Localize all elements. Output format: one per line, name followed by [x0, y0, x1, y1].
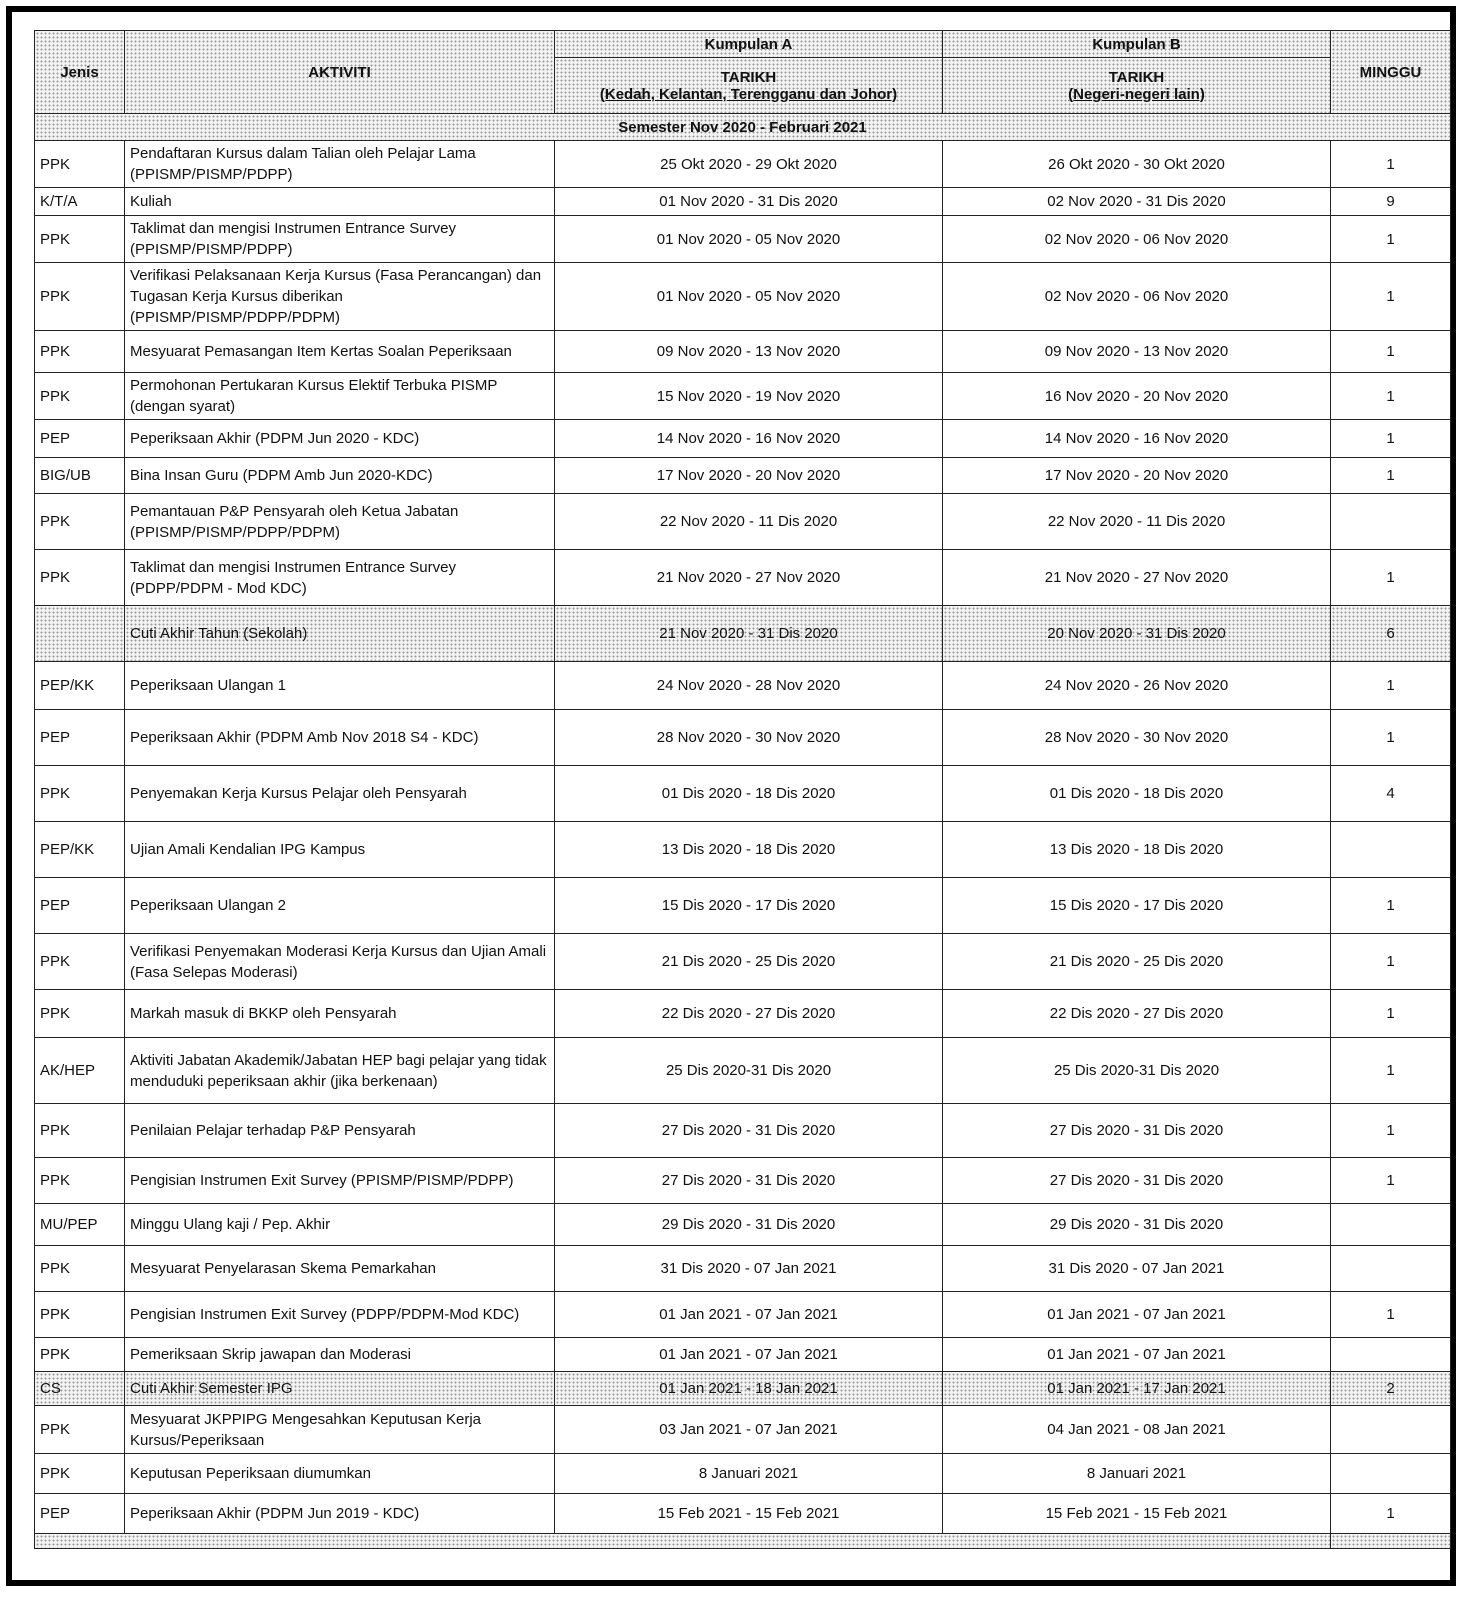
schedule-row — [35, 331, 1451, 373]
row-minggu: 1 — [1331, 710, 1451, 766]
row-tarikh-b: 14 Nov 2020 - 16 Nov 2020 — [943, 420, 1331, 458]
row-aktiviti: Penyemakan Kerja Kursus Pelajar oleh Pensyarah — [125, 766, 555, 822]
schedule-row — [35, 216, 1451, 263]
row-minggu — [1331, 822, 1451, 878]
row-tarikh-a: 21 Dis 2020 - 25 Dis 2020 — [555, 934, 943, 990]
row-tarikh-a: 15 Dis 2020 - 17 Dis 2020 — [555, 878, 943, 934]
footer-bar — [35, 1534, 1331, 1549]
row-tarikh-a: 24 Nov 2020 - 28 Nov 2020 — [555, 662, 943, 710]
row-aktiviti: Pemantauan P&P Pensyarah oleh Ketua Jabatan (PPISMP/PISMP/PDPP/PDPM) — [125, 494, 555, 550]
row-aktiviti: Mesyuarat Pemasangan Item Kertas Soalan Peperiksaan — [125, 331, 555, 373]
row-tarikh-a: 27 Dis 2020 - 31 Dis 2020 — [555, 1104, 943, 1158]
schedule-row — [35, 1104, 1451, 1158]
row-tarikh-a: 27 Dis 2020 - 31 Dis 2020 — [555, 1158, 943, 1204]
row-tarikh-b: 01 Jan 2021 - 07 Jan 2021 — [943, 1338, 1331, 1372]
schedule-row — [35, 990, 1451, 1038]
row-aktiviti: Peperiksaan Akhir (PDPM Jun 2019 - KDC) — [125, 1494, 555, 1534]
holiday-row — [35, 1372, 1451, 1406]
header-group-a-date — [555, 58, 943, 114]
row-minggu: 1 — [1331, 458, 1451, 494]
row-tarikh-b: 27 Dis 2020 - 31 Dis 2020 — [943, 1158, 1331, 1204]
row-minggu — [1331, 1204, 1451, 1246]
row-jenis: PEP — [35, 878, 125, 934]
semester-title: Semester Nov 2020 - Februari 2021 — [35, 114, 1451, 141]
row-tarikh-a: 31 Dis 2020 - 07 Jan 2021 — [555, 1246, 943, 1292]
schedule-row — [35, 550, 1451, 606]
row-tarikh-a: 28 Nov 2020 - 30 Nov 2020 — [555, 710, 943, 766]
row-minggu: 1 — [1331, 373, 1451, 420]
row-jenis: PPK — [35, 1246, 125, 1292]
schedule-row — [35, 878, 1451, 934]
row-tarikh-a: 03 Jan 2021 - 07 Jan 2021 — [555, 1406, 943, 1454]
row-tarikh-a: 01 Jan 2021 - 18 Jan 2021 — [555, 1372, 943, 1406]
header-tarikh-a: TARIKH — [720, 68, 777, 86]
header-group-a-states: (Kedah, Kelantan, Terengganu dan Johor) — [599, 85, 898, 103]
row-aktiviti: Pengisian Instrumen Exit Survey (PDPP/PDPM-Mod KDC) — [125, 1292, 555, 1338]
row-tarikh-a: 01 Nov 2020 - 31 Dis 2020 — [555, 188, 943, 216]
schedule-row — [35, 822, 1451, 878]
row-minggu: 4 — [1331, 766, 1451, 822]
row-minggu: 1 — [1331, 550, 1451, 606]
row-tarikh-b: 20 Nov 2020 - 31 Dis 2020 — [943, 606, 1331, 662]
schedule-row — [35, 141, 1451, 188]
header-group-b: Kumpulan B — [943, 31, 1331, 58]
row-tarikh-b: 21 Nov 2020 - 27 Nov 2020 — [943, 550, 1331, 606]
row-aktiviti: Pemeriksaan Skrip jawapan dan Moderasi — [125, 1338, 555, 1372]
row-minggu: 9 — [1331, 188, 1451, 216]
row-tarikh-b: 04 Jan 2021 - 08 Jan 2021 — [943, 1406, 1331, 1454]
row-jenis: PPK — [35, 216, 125, 263]
row-tarikh-a: 13 Dis 2020 - 18 Dis 2020 — [555, 822, 943, 878]
row-jenis: PPK — [35, 1338, 125, 1372]
schedule-row — [35, 662, 1451, 710]
schedule-row — [35, 188, 1451, 216]
row-aktiviti: Peperiksaan Akhir (PDPM Jun 2020 - KDC) — [125, 420, 555, 458]
row-tarikh-b: 15 Feb 2021 - 15 Feb 2021 — [943, 1494, 1331, 1534]
row-tarikh-b: 24 Nov 2020 - 26 Nov 2020 — [943, 662, 1331, 710]
row-tarikh-a: 22 Nov 2020 - 11 Dis 2020 — [555, 494, 943, 550]
row-minggu: 1 — [1331, 1292, 1451, 1338]
row-tarikh-b: 25 Dis 2020-31 Dis 2020 — [943, 1038, 1331, 1104]
row-aktiviti: Pendaftaran Kursus dalam Talian oleh Pelajar Lama (PPISMP/PISMP/PDPP) — [125, 141, 555, 188]
row-jenis: MU/PEP — [35, 1204, 125, 1246]
row-minggu: 1 — [1331, 990, 1451, 1038]
row-tarikh-a: 22 Dis 2020 - 27 Dis 2020 — [555, 990, 943, 1038]
row-tarikh-b: 16 Nov 2020 - 20 Nov 2020 — [943, 373, 1331, 420]
row-minggu: 1 — [1331, 263, 1451, 331]
header-tarikh-b: TARIKH — [1108, 68, 1165, 86]
row-jenis — [35, 606, 125, 662]
schedule-row — [35, 1246, 1451, 1292]
row-aktiviti: Kuliah — [125, 188, 555, 216]
row-tarikh-a: 15 Nov 2020 - 19 Nov 2020 — [555, 373, 943, 420]
row-tarikh-b: 28 Nov 2020 - 30 Nov 2020 — [943, 710, 1331, 766]
row-tarikh-b: 17 Nov 2020 - 20 Nov 2020 — [943, 458, 1331, 494]
row-jenis: PEP — [35, 1494, 125, 1534]
row-tarikh-a: 21 Nov 2020 - 27 Nov 2020 — [555, 550, 943, 606]
row-jenis: PPK — [35, 1292, 125, 1338]
row-tarikh-a: 01 Nov 2020 - 05 Nov 2020 — [555, 263, 943, 331]
row-tarikh-b: 21 Dis 2020 - 25 Dis 2020 — [943, 934, 1331, 990]
row-aktiviti: Keputusan Peperiksaan diumumkan — [125, 1454, 555, 1494]
row-jenis: PPK — [35, 550, 125, 606]
row-jenis: BIG/UB — [35, 458, 125, 494]
row-minggu — [1331, 1454, 1451, 1494]
row-tarikh-a: 8 Januari 2021 — [555, 1454, 943, 1494]
schedule-row — [35, 1454, 1451, 1494]
row-jenis: PPK — [35, 1454, 125, 1494]
schedule-row — [35, 263, 1451, 331]
row-aktiviti: Cuti Akhir Tahun (Sekolah) — [125, 606, 555, 662]
row-jenis: PPK — [35, 990, 125, 1038]
row-aktiviti: Taklimat dan mengisi Instrumen Entrance Survey (PPISMP/PISMP/PDPP) — [125, 216, 555, 263]
row-tarikh-b: 01 Dis 2020 - 18 Dis 2020 — [943, 766, 1331, 822]
header-group-a: Kumpulan A — [555, 31, 943, 58]
row-jenis: PPK — [35, 331, 125, 373]
row-aktiviti: Penilaian Pelajar terhadap P&P Pensyarah — [125, 1104, 555, 1158]
row-tarikh-a: 14 Nov 2020 - 16 Nov 2020 — [555, 420, 943, 458]
row-aktiviti: Verifikasi Pelaksanaan Kerja Kursus (Fasa Perancangan) dan Tugasan Kerja Kursus diberikan (PPISMP/PISMP/PDPP/PDPM) — [125, 263, 555, 331]
schedule-row — [35, 1338, 1451, 1372]
row-minggu: 1 — [1331, 934, 1451, 990]
row-tarikh-a: 29 Dis 2020 - 31 Dis 2020 — [555, 1204, 943, 1246]
row-tarikh-b: 22 Dis 2020 - 27 Dis 2020 — [943, 990, 1331, 1038]
row-jenis: PEP/KK — [35, 662, 125, 710]
row-aktiviti: Ujian Amali Kendalian IPG Kampus — [125, 822, 555, 878]
row-tarikh-b: 31 Dis 2020 - 07 Jan 2021 — [943, 1246, 1331, 1292]
schedule-row — [35, 420, 1451, 458]
schedule-row — [35, 373, 1451, 420]
row-minggu — [1331, 1406, 1451, 1454]
row-aktiviti: Permohonan Pertukaran Kursus Elektif Terbuka PISMP (dengan syarat) — [125, 373, 555, 420]
row-minggu: 1 — [1331, 662, 1451, 710]
row-tarikh-a: 01 Dis 2020 - 18 Dis 2020 — [555, 766, 943, 822]
header-group-b-states: (Negeri-negeri lain) — [1068, 85, 1205, 103]
schedule-row — [35, 1038, 1451, 1104]
row-minggu: 1 — [1331, 331, 1451, 373]
row-jenis: PPK — [35, 373, 125, 420]
row-tarikh-b: 02 Nov 2020 - 06 Nov 2020 — [943, 216, 1331, 263]
row-tarikh-a: 01 Jan 2021 - 07 Jan 2021 — [555, 1338, 943, 1372]
row-jenis: PPK — [35, 1406, 125, 1454]
row-minggu: 1 — [1331, 1494, 1451, 1534]
row-tarikh-b: 27 Dis 2020 - 31 Dis 2020 — [943, 1104, 1331, 1158]
row-jenis: PEP/KK — [35, 822, 125, 878]
row-tarikh-a: 21 Nov 2020 - 31 Dis 2020 — [555, 606, 943, 662]
row-aktiviti: Peperiksaan Ulangan 1 — [125, 662, 555, 710]
holiday-row — [35, 606, 1451, 662]
row-jenis: PPK — [35, 766, 125, 822]
header-jenis: Jenis — [35, 31, 125, 114]
row-tarikh-b: 8 Januari 2021 — [943, 1454, 1331, 1494]
row-minggu — [1331, 1246, 1451, 1292]
schedule-row — [35, 1292, 1451, 1338]
row-jenis: AK/HEP — [35, 1038, 125, 1104]
header-aktiviti: AKTIVITI — [125, 31, 555, 114]
row-jenis: PPK — [35, 263, 125, 331]
row-aktiviti: Peperiksaan Ulangan 2 — [125, 878, 555, 934]
schedule-row — [35, 934, 1451, 990]
header-group-b-date — [943, 58, 1331, 114]
schedule-row — [35, 494, 1451, 550]
row-minggu: 1 — [1331, 1038, 1451, 1104]
row-jenis: PPK — [35, 494, 125, 550]
row-tarikh-a: 01 Nov 2020 - 05 Nov 2020 — [555, 216, 943, 263]
row-aktiviti: Peperiksaan Akhir (PDPM Amb Nov 2018 S4 - KDC) — [125, 710, 555, 766]
row-tarikh-a: 15 Feb 2021 - 15 Feb 2021 — [555, 1494, 943, 1534]
row-minggu: 2 — [1331, 1372, 1451, 1406]
row-jenis: CS — [35, 1372, 125, 1406]
row-jenis: K/T/A — [35, 188, 125, 216]
schedule-table — [34, 30, 1451, 1549]
row-aktiviti: Cuti Akhir Semester IPG — [125, 1372, 555, 1406]
row-aktiviti: Taklimat dan mengisi Instrumen Entrance Survey (PDPP/PDPM - Mod KDC) — [125, 550, 555, 606]
row-tarikh-b: 26 Okt 2020 - 30 Okt 2020 — [943, 141, 1331, 188]
row-tarikh-a: 01 Jan 2021 - 07 Jan 2021 — [555, 1292, 943, 1338]
row-aktiviti: Pengisian Instrumen Exit Survey (PPISMP/PISMP/PDPP) — [125, 1158, 555, 1204]
row-aktiviti: Mesyuarat JKPPIPG Mengesahkan Keputusan Kerja Kursus/Peperiksaan — [125, 1406, 555, 1454]
row-tarikh-b: 09 Nov 2020 - 13 Nov 2020 — [943, 331, 1331, 373]
row-aktiviti: Verifikasi Penyemakan Moderasi Kerja Kursus dan Ujian Amali (Fasa Selepas Moderasi) — [125, 934, 555, 990]
row-jenis: PEP — [35, 420, 125, 458]
row-tarikh-b: 13 Dis 2020 - 18 Dis 2020 — [943, 822, 1331, 878]
row-aktiviti: Mesyuarat Penyelarasan Skema Pemarkahan — [125, 1246, 555, 1292]
row-aktiviti: Minggu Ulang kaji / Pep. Akhir — [125, 1204, 555, 1246]
row-jenis: PPK — [35, 1104, 125, 1158]
schedule-row — [35, 1204, 1451, 1246]
schedule-row — [35, 1406, 1451, 1454]
row-tarikh-b: 01 Jan 2021 - 07 Jan 2021 — [943, 1292, 1331, 1338]
schedule-row — [35, 458, 1451, 494]
row-minggu: 1 — [1331, 216, 1451, 263]
row-tarikh-b: 02 Nov 2020 - 06 Nov 2020 — [943, 263, 1331, 331]
row-tarikh-b: 15 Dis 2020 - 17 Dis 2020 — [943, 878, 1331, 934]
row-minggu: 1 — [1331, 878, 1451, 934]
schedule-row — [35, 1494, 1451, 1534]
row-aktiviti: Bina Insan Guru (PDPM Amb Jun 2020-KDC) — [125, 458, 555, 494]
schedule-row — [35, 766, 1451, 822]
row-tarikh-b: 29 Dis 2020 - 31 Dis 2020 — [943, 1204, 1331, 1246]
row-jenis: PPK — [35, 1158, 125, 1204]
header-minggu: MINGGU — [1331, 31, 1451, 114]
row-tarikh-a: 09 Nov 2020 - 13 Nov 2020 — [555, 331, 943, 373]
row-minggu — [1331, 494, 1451, 550]
schedule-row — [35, 710, 1451, 766]
row-tarikh-a: 25 Dis 2020-31 Dis 2020 — [555, 1038, 943, 1104]
footer-bar-end — [1331, 1534, 1451, 1549]
row-tarikh-b: 22 Nov 2020 - 11 Dis 2020 — [943, 494, 1331, 550]
schedule-row — [35, 1158, 1451, 1204]
row-minggu: 1 — [1331, 1158, 1451, 1204]
row-tarikh-b: 01 Jan 2021 - 17 Jan 2021 — [943, 1372, 1331, 1406]
row-aktiviti: Markah masuk di BKKP oleh Pensyarah — [125, 990, 555, 1038]
document-frame — [6, 6, 1456, 1586]
row-minggu — [1331, 1338, 1451, 1372]
row-minggu: 1 — [1331, 1104, 1451, 1158]
row-tarikh-a: 25 Okt 2020 - 29 Okt 2020 — [555, 141, 943, 188]
row-jenis: PPK — [35, 141, 125, 188]
row-tarikh-b: 02 Nov 2020 - 31 Dis 2020 — [943, 188, 1331, 216]
row-minggu: 1 — [1331, 420, 1451, 458]
row-minggu: 6 — [1331, 606, 1451, 662]
row-minggu: 1 — [1331, 141, 1451, 188]
row-tarikh-a: 17 Nov 2020 - 20 Nov 2020 — [555, 458, 943, 494]
row-jenis: PPK — [35, 934, 125, 990]
row-aktiviti: Aktiviti Jabatan Akademik/Jabatan HEP bagi pelajar yang tidak menduduki peperiksaan akhir (jika berkenaan) — [125, 1038, 555, 1104]
row-jenis: PEP — [35, 710, 125, 766]
